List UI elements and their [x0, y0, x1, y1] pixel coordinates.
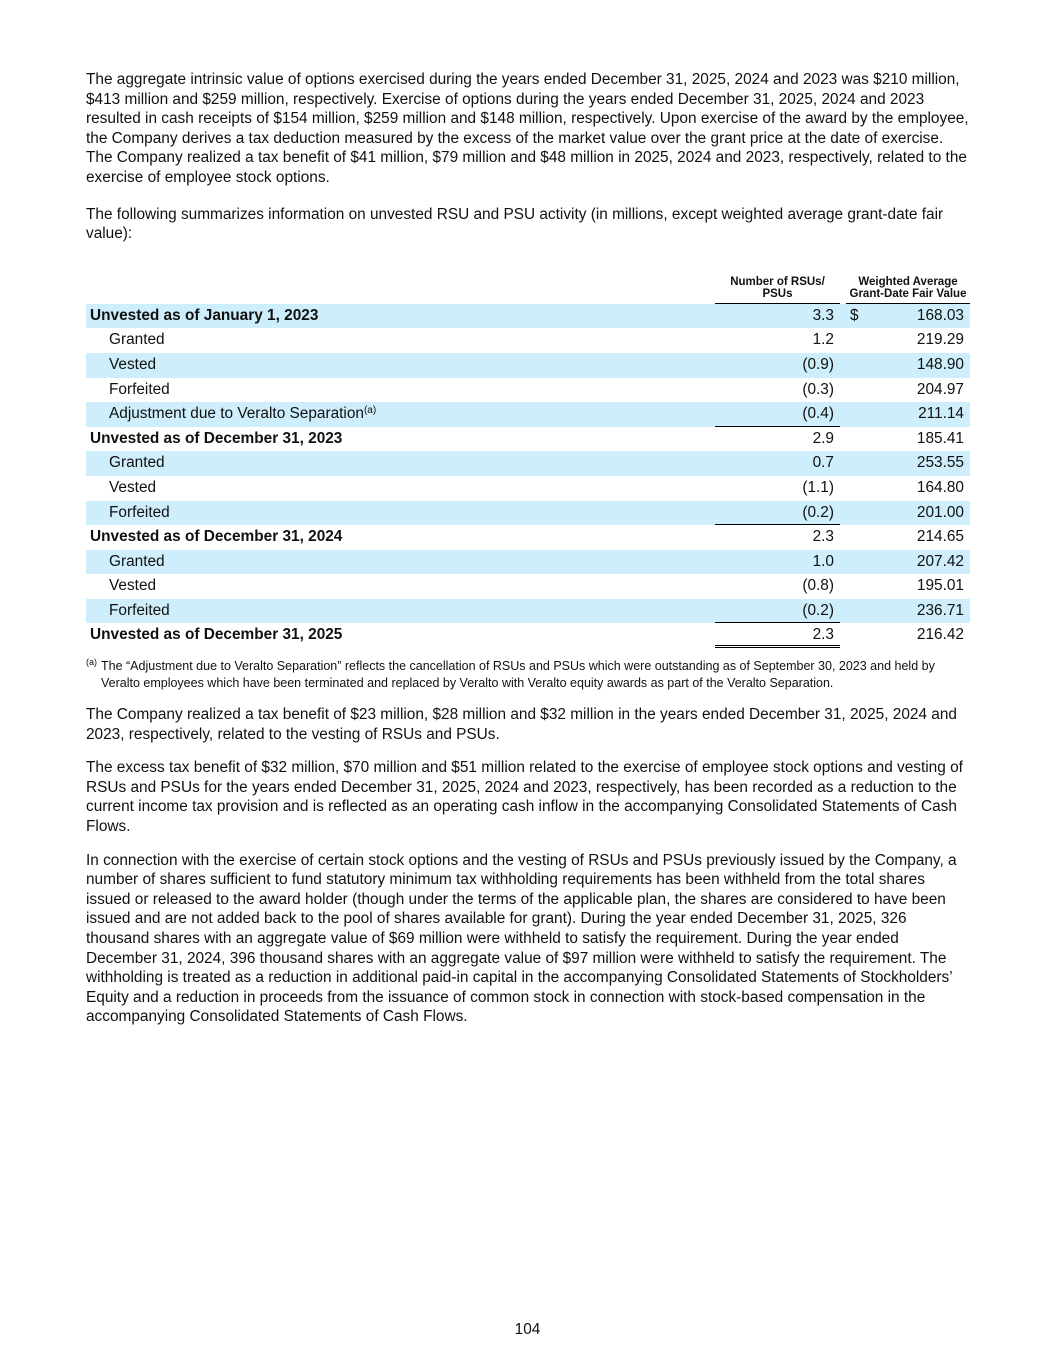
table-row	[86, 427, 970, 452]
header-number-of-rsus-psus: Number of RSUs/ PSUs	[715, 276, 840, 304]
row-label: Granted	[109, 331, 165, 349]
table-row	[86, 402, 970, 427]
row-value: 204.97	[916, 380, 964, 398]
row-label	[86, 402, 376, 427]
table-row	[86, 574, 970, 599]
paragraph-options-exercised: The aggregate intrinsic value of options exercised during the years ended December 31, 2025, 2024 and 2023 was $210 million, $413 million and $259 million, respectively. Exercise of options during the years ended December 31, 2025, 2024 and 2023 resulted in cash receipts of $154 million, $259 million and $148 million, respectively. Upon exercise of the award by the employee, the Company derives a tax deduction measured by the excess of the market value over the grant price at the date of exercise. The Company realized a tax benefit of $41 million, $79 million and $48 million in 2025, 2024 and 2023, respectively, related to the exercise of employee stock options.	[86, 71, 969, 186]
paragraph-withholding: In connection with the exercise of certain stock options and the vesting of RSUs and PSUs previously issued by the Company, a number of shares sufficient to fund statutory minimum tax withholding requirements has been withheld from the total shares issued or released to the award holder (though under the terms of the applicable plan, the shares are considered to have been issued and are not added back to the pool of shares available for grant). During the year ended December 31, 2025, 326 thousand shares with an aggregate value of $69 million were withheld to satisfy the requirement. During the year ended December 31, 2024, 396 thousand shares with an aggregate value of $97 million were withheld to satisfy the requirement. The withholding is treated as a reduction in additional paid-in capital in the accompanying Consolidated Statements of Stockholders’ Equity and a reduction in proceeds from the issuance of common stock in connection with stock-based compensation in the accompanying Consolidated Statements of Cash Flows.	[86, 851, 957, 1026]
table-row	[86, 623, 970, 648]
row-label: Forfeited	[109, 380, 170, 398]
footnote-text: The “Adjustment due to Veralto Separation” reflects the cancellation of RSUs and PSUs which were outstanding as of September 30, 2023 and held by Veralto employees which have been terminated and replaced by Veralto with Veralto equity awards as part of the Veralto Separation.	[101, 659, 935, 690]
row-label: Unvested as of January 1, 2023	[90, 306, 319, 324]
row-number: 2.9	[812, 429, 834, 447]
paragraph-excess-tax-benefit: The excess tax benefit of $32 million, $70 million and $51 million related to the exercise of employee stock options and vesting of RSUs and PSUs for the years ended December 31, 2025, 2024 and 2023, respectively, has been recorded as a reduction to the current income tax provision and is reflected as an operating cash inflow in the accompanying Consolidated Statements of Cash Flows.	[86, 759, 963, 836]
paragraph-rsu-tax-benefit: The Company realized a tax benefit of $23 million, $28 million and $32 million in the years ended December 31, 2025, 2024 and 2023, respectively, related to the vesting of RSUs and PSUs.	[86, 706, 957, 743]
table-row	[86, 550, 970, 575]
row-number: 2.3	[812, 528, 834, 546]
row-value: 185.41	[916, 429, 964, 447]
row-value: 195.01	[916, 577, 964, 595]
row-number: (0.2)	[715, 501, 840, 526]
table-row	[86, 328, 970, 353]
row-value: 207.42	[916, 552, 964, 570]
row-number: (0.8)	[802, 577, 834, 595]
row-value: 216.42	[916, 626, 964, 644]
row-label: Vested	[109, 478, 157, 496]
document-page	[86, 70, 970, 1041]
row-value: 168.03	[916, 306, 964, 324]
footnote	[86, 658, 970, 691]
page-number: 104	[514, 1321, 541, 1338]
table-row	[86, 304, 970, 329]
row-number: 1.2	[812, 331, 834, 349]
row-number: (0.3)	[802, 380, 834, 398]
row-label: Unvested as of December 31, 2025	[90, 626, 343, 644]
row-number: 2.3	[715, 623, 840, 648]
table-row	[86, 599, 970, 624]
footnote-marker: (a)	[86, 657, 97, 668]
row-number: (0.2)	[715, 599, 840, 624]
row-label: Vested	[109, 355, 157, 373]
table-row	[86, 378, 970, 403]
row-number: (1.1)	[802, 478, 834, 496]
footnote-reference: (a)	[363, 405, 377, 417]
row-number: 3.3	[812, 306, 834, 324]
row-value: 201.00	[916, 503, 964, 521]
row-label: Granted	[109, 552, 165, 570]
row-value: 148.90	[916, 355, 964, 373]
row-value: 214.65	[916, 528, 964, 546]
rsu-psu-activity-table	[86, 258, 970, 648]
row-value: 211.14	[918, 405, 964, 423]
row-label: Forfeited	[109, 503, 170, 521]
row-number: 1.0	[812, 552, 834, 570]
table-row	[86, 525, 970, 550]
row-number: (0.9)	[802, 355, 834, 373]
table-row	[86, 451, 970, 476]
row-value: 236.71	[916, 601, 964, 619]
row-value: 219.29	[916, 331, 964, 349]
table-row	[86, 476, 970, 501]
row-number: 0.7	[812, 454, 834, 472]
row-label-text: Adjustment due to Veralto Separation	[109, 405, 364, 423]
table-header	[86, 258, 970, 304]
row-label: Unvested as of December 31, 2023	[90, 429, 343, 447]
table-row	[86, 353, 970, 378]
table-row	[86, 501, 970, 526]
row-label: Granted	[109, 454, 165, 472]
row-value: 164.80	[916, 478, 964, 496]
row-value: 253.55	[916, 454, 964, 472]
row-label: Unvested as of December 31, 2024	[90, 528, 343, 546]
header-weighted-average-fair-value: Weighted Average Grant-Date Fair Value	[846, 276, 970, 304]
row-label: Vested	[109, 577, 157, 595]
row-number: (0.4)	[715, 402, 840, 427]
currency-symbol: $	[850, 306, 859, 324]
row-label: Forfeited	[109, 601, 170, 619]
paragraph-table-intro: The following summarizes information on unvested RSU and PSU activity (in millions, except weighted average grant-date fair value):	[86, 205, 944, 243]
